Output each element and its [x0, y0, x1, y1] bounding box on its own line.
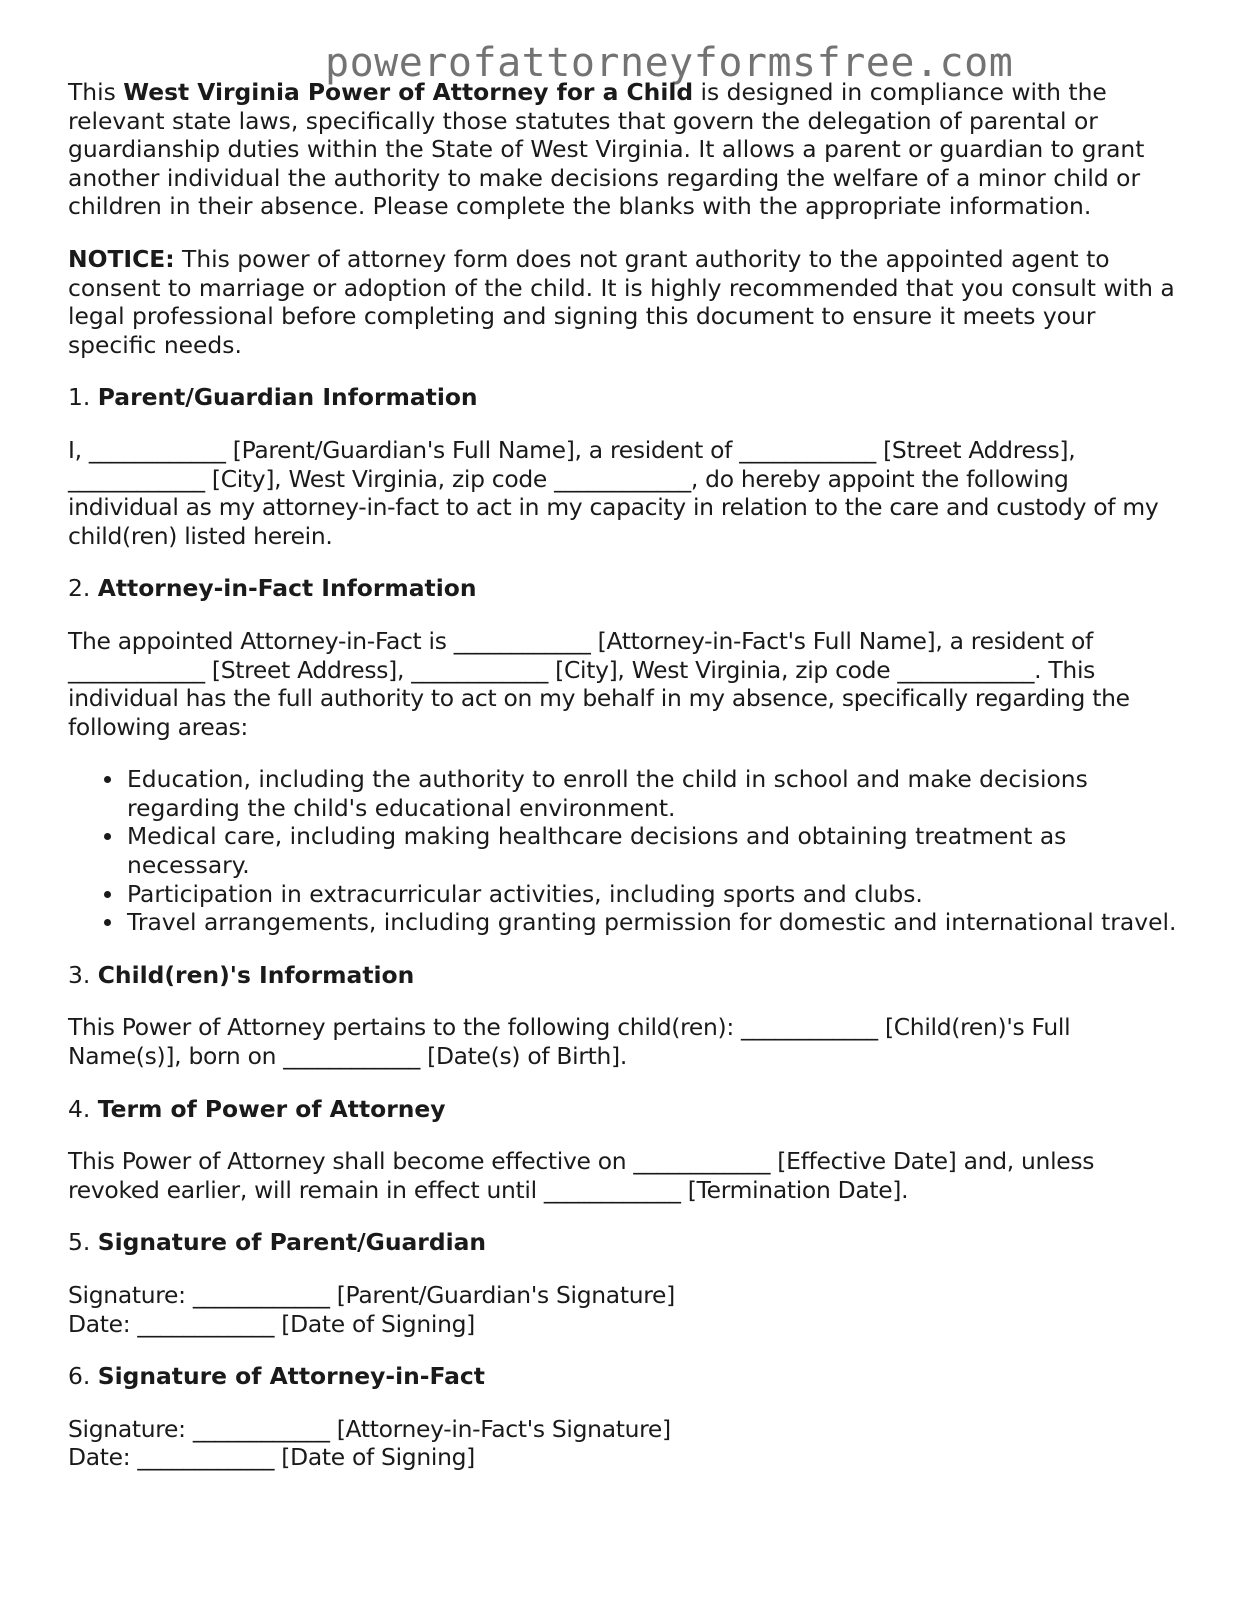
section-5-number: 5.: [68, 1228, 98, 1257]
section-6-number: 6.: [68, 1362, 98, 1391]
section-3-body: This Power of Attorney pertains to the following child(ren): ____________ [Child(ren)'s Full Name(s)], born on ____________ [Date(s) of Birth].: [68, 1013, 1071, 1071]
section-5-title: Signature of Parent/Guardian: [97, 1228, 487, 1257]
section-6-heading: [68, 1362, 1178, 1391]
section-3-title: Child(ren)'s Information: [97, 960, 415, 989]
parent-date-line: Date: ____________ [Date of Signing]: [68, 1309, 475, 1338]
section-2-title: Attorney-in-Fact Information: [97, 574, 477, 603]
parent-signature-line: Signature: ____________ [Parent/Guardian's Signature]: [68, 1281, 675, 1309]
intro-paragraph: [68, 78, 1178, 221]
attorney-date-line: Date: ____________ [Date of Signing]: [68, 1443, 475, 1472]
section-5-heading: [68, 1228, 1178, 1257]
list-item: Education, including the authority to enroll the child in school and make decisions regarding the child's educational environment.: [127, 765, 1178, 822]
section-1-heading: [68, 383, 1178, 412]
section-2-body: The appointed Attorney-in-Fact is ____________ [Attorney-in-Fact's Full Name], a resident of ____________ [Street Address], ____________ [City], West Virginia, zip code ____________. This individual has the full authority to act on my behalf in my absence, specifically regarding the following areas:: [68, 626, 1130, 741]
authority-areas-list: [68, 765, 1178, 937]
list-item: Participation in extracurricular activities, including sports and clubs.: [127, 880, 1178, 909]
form-title: West Virginia Power of Attorney for a Child: [123, 78, 694, 106]
section-4-heading: [68, 1095, 1178, 1124]
section-4-body: This Power of Attorney shall become effective on ____________ [Effective Date] and, unless revoked earlier, will remain in effect until ____________ [Termination Date].: [68, 1147, 1095, 1204]
section-2-heading: [68, 574, 1178, 603]
list-item: Medical care, including making healthcare decisions and obtaining treatment as necessary.: [127, 822, 1178, 879]
notice-paragraph: [68, 245, 1178, 359]
section-1-body: I, ____________ [Parent/Guardian's Full Name], a resident of ____________ [Street Address], ____________ [City], West Virginia, zip code ____________, do hereby appoint the following individual as my attorney-in-fact to act in my capacity in relation to the care and custody of my child(ren) listed herein.: [68, 435, 1159, 550]
section-1-title: Parent/Guardian Information: [97, 383, 478, 412]
document-body: [68, 78, 1178, 1472]
list-item: Travel arrangements, including granting permission for domestic and international travel.: [127, 908, 1177, 937]
section-2-number: 2.: [68, 574, 98, 603]
notice-text: This power of attorney form does not grant authority to the appointed agent to consent to marriage or adoption of the child. It is highly recommended that you consult with a legal professional before completing and signing this document to ensure it meets your specific needs.: [68, 244, 1175, 359]
section-4-title: Term of Power of Attorney: [97, 1094, 446, 1123]
section-1-number: 1.: [68, 383, 98, 412]
section-3-heading: [68, 961, 1178, 990]
notice-label: NOTICE:: [68, 244, 175, 273]
section-6-title: Signature of Attorney-in-Fact: [97, 1362, 485, 1391]
attorney-signature-line: Signature: ____________ [Attorney-in-Fact's Signature]: [68, 1414, 671, 1443]
watermark: powerofattorneyformsfree.com: [325, 40, 1014, 86]
intro-lead: This: [68, 78, 124, 106]
section-3-number: 3.: [68, 960, 98, 989]
section-4-number: 4.: [68, 1094, 98, 1123]
intro-text: is designed in compliance with the relevant state laws, specifically those statutes that govern the delegation of parental or guardianship duties within the State of West Virginia. It allows a parent or guardian to grant another individual the authority to make decisions regarding the welfare of a minor child or children in their absence. Please complete the blanks with the appropriate information.: [68, 78, 1145, 221]
